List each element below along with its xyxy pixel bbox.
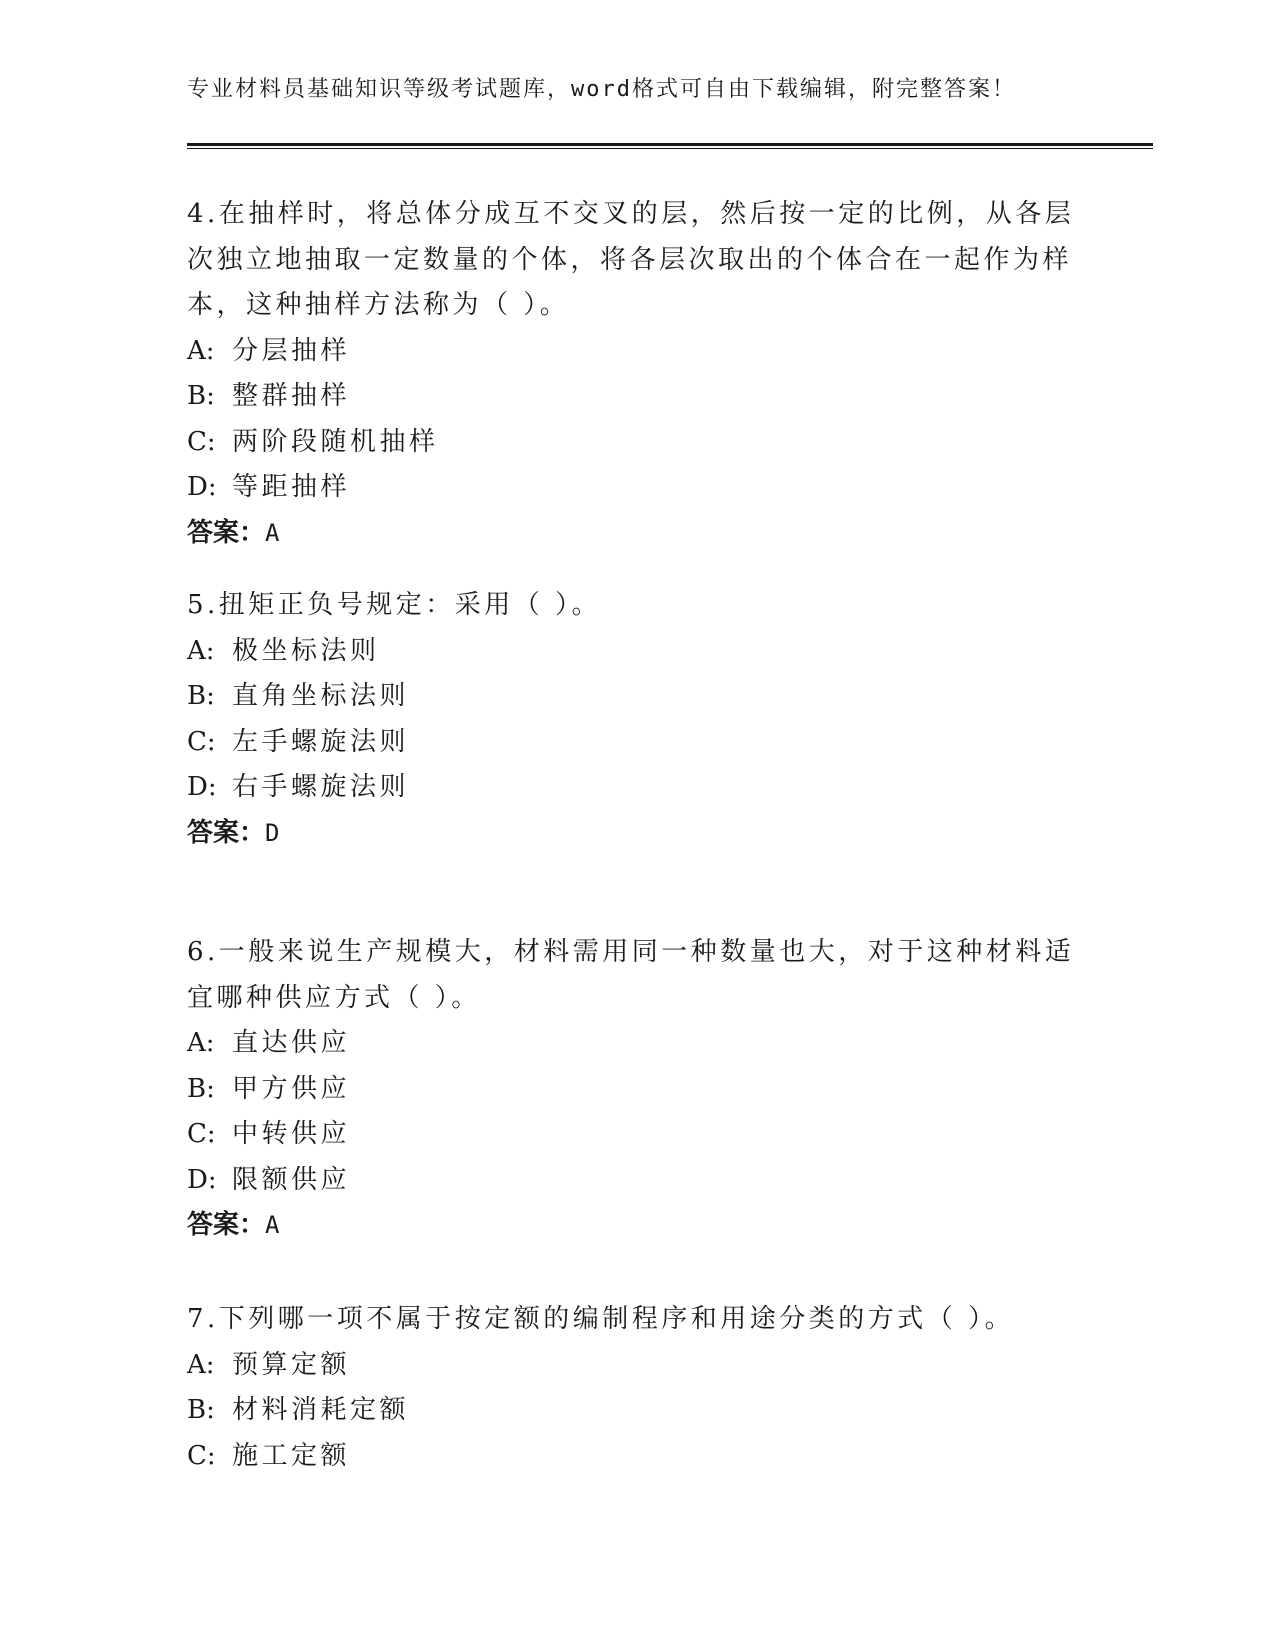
option-text: 预算定额 — [232, 1349, 351, 1380]
header-title: 专业材料员基础知识等级考试题库，word格式可自由下载编辑，附完整答案！ — [187, 77, 1016, 102]
option-text: 左手螺旋法则 — [232, 726, 410, 757]
option-text: 直达供应 — [232, 1028, 351, 1058]
question-stem-line: 本，这种抽样方法称为（ ）。 — [187, 290, 570, 320]
option-label: A: — [187, 635, 215, 666]
question-4 — [187, 192, 1075, 556]
answer-label: 答案： — [187, 817, 266, 848]
option-a — [187, 1021, 1067, 1067]
question-6 — [187, 930, 1075, 1249]
option-text: 极坐标法则 — [232, 635, 380, 666]
answer-line — [187, 511, 1067, 557]
answer-line — [187, 811, 1067, 857]
option-label: B: — [187, 681, 215, 711]
question-stem-line: 宜哪种供应方式（ ）。 — [187, 982, 481, 1013]
option-a — [187, 629, 1067, 675]
option-text: 材料消耗定额 — [232, 1395, 410, 1425]
option-b — [187, 1067, 1067, 1113]
option-label: A: — [187, 1349, 215, 1380]
option-text: 两阶段随机抽样 — [232, 426, 439, 457]
option-b — [187, 374, 1067, 420]
option-text: 中转供应 — [232, 1119, 351, 1149]
option-b — [187, 1388, 1067, 1434]
option-d — [187, 765, 1067, 811]
option-label: B: — [187, 1395, 215, 1425]
option-label: C: — [187, 1440, 216, 1471]
option-label: C: — [187, 426, 216, 457]
option-label: B: — [187, 381, 215, 411]
question-stem-line: 次独立地抽取一定数量的个体，将各层次取出的个体合在一起作为样 — [187, 244, 1073, 275]
answer-value: A — [265, 1211, 280, 1239]
question-5 — [187, 583, 1067, 856]
question-stem-line: 4.在抽样时，将总体分成互不交叉的层，然后按一定的比例，从各层 — [187, 199, 1075, 229]
option-text: 整群抽样 — [232, 381, 351, 411]
option-c — [187, 420, 1067, 466]
option-d — [187, 1158, 1067, 1204]
answer-value: A — [265, 518, 280, 547]
option-label: D: — [187, 1164, 217, 1195]
question-stem-line: 6.一般来说生产规模大，材料需用同一种数量也大，对于这种材料适 — [187, 937, 1075, 967]
option-a — [187, 329, 1067, 375]
option-c — [187, 1434, 1067, 1480]
question-stem-line: 7.下列哪一项不属于按定额的编制程序和用途分类的方式（ ）。 — [187, 1304, 1015, 1334]
option-text: 等距抽样 — [232, 472, 351, 502]
header-divider — [187, 143, 1153, 149]
option-label: A: — [187, 335, 215, 366]
option-label: C: — [187, 726, 216, 757]
option-b — [187, 674, 1067, 720]
option-a — [187, 1343, 1067, 1389]
option-label: D: — [187, 472, 217, 502]
answer-value: D — [265, 818, 280, 847]
question-7 — [187, 1297, 1067, 1479]
option-text: 限额供应 — [232, 1164, 351, 1195]
answer-label: 答案： — [187, 1210, 266, 1240]
option-text: 甲方供应 — [232, 1073, 351, 1104]
option-text: 施工定额 — [232, 1440, 351, 1471]
option-text: 分层抽样 — [232, 335, 351, 366]
option-c — [187, 1112, 1067, 1158]
option-label: D: — [187, 772, 217, 802]
answer-label: 答案： — [187, 517, 266, 548]
option-text: 直角坐标法则 — [232, 681, 410, 711]
option-text: 右手螺旋法则 — [232, 772, 410, 802]
question-stem-line: 5.扭矩正负号规定：采用（ ）。 — [187, 590, 602, 620]
option-d — [187, 465, 1067, 511]
option-label: B: — [187, 1073, 215, 1104]
option-label: A: — [187, 1028, 215, 1058]
option-label: C: — [187, 1119, 216, 1149]
option-c — [187, 720, 1067, 766]
answer-line — [187, 1203, 1067, 1249]
